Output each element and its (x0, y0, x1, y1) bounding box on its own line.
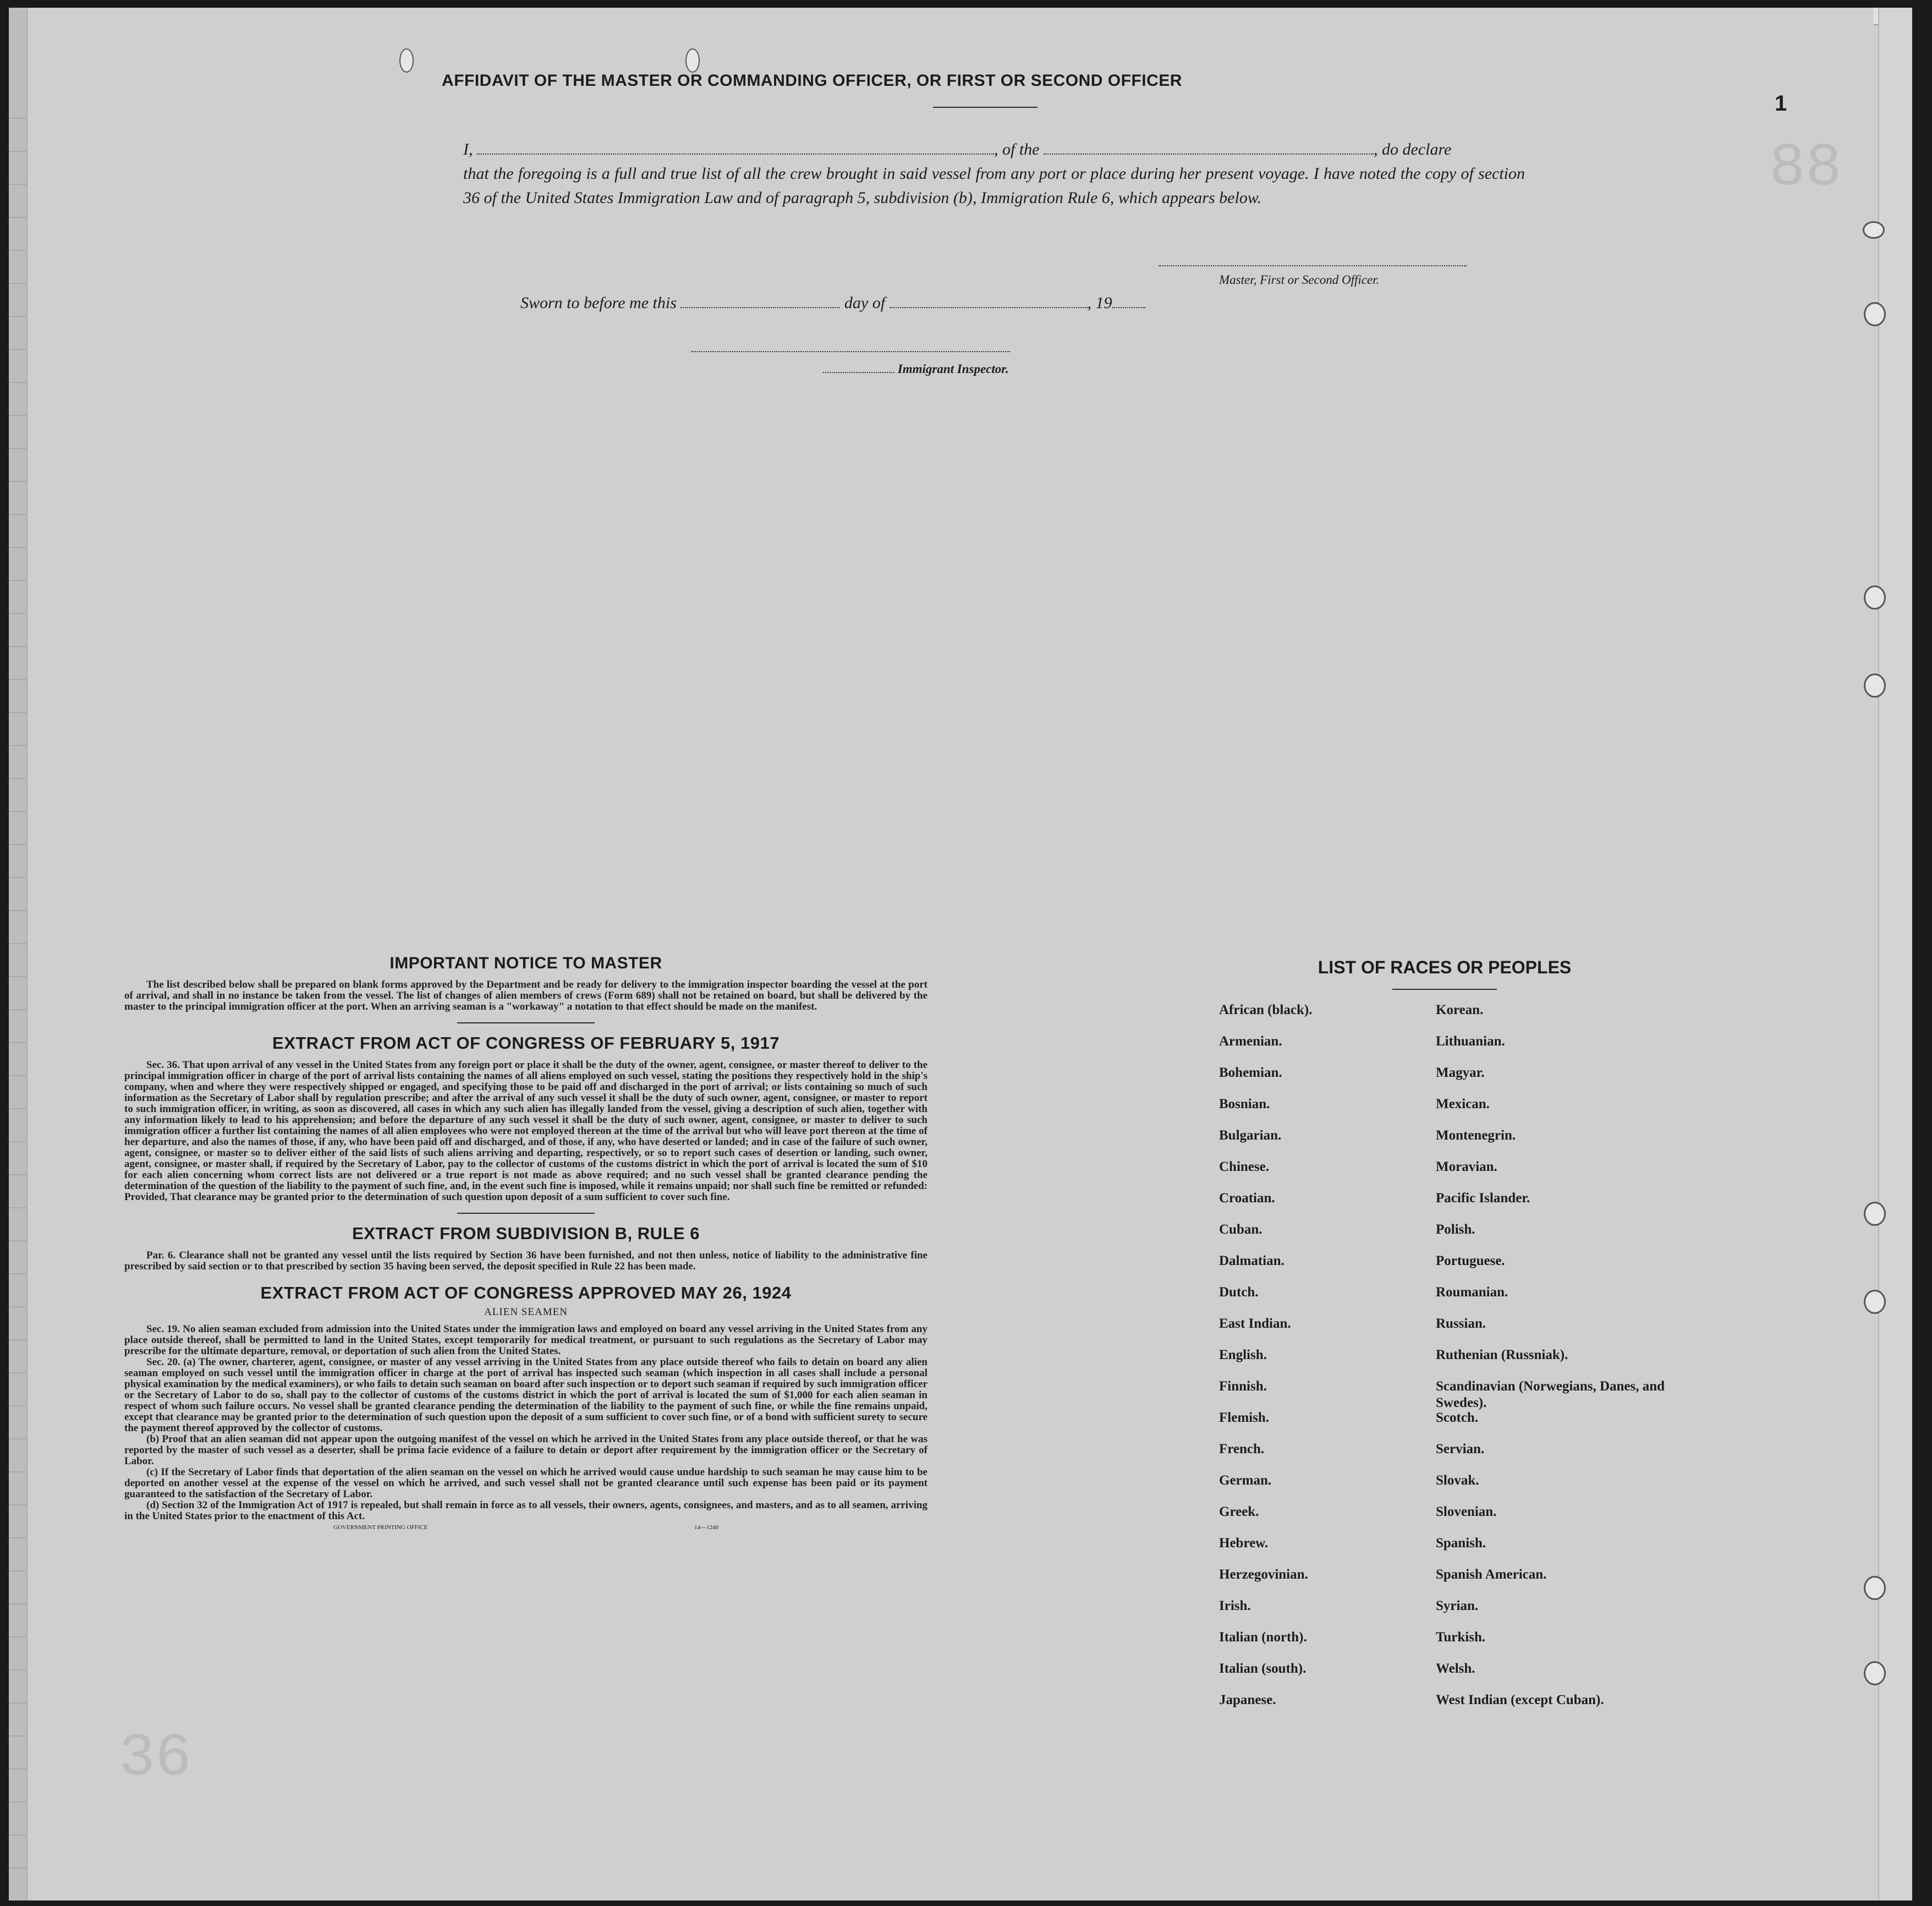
punch-hole (1863, 221, 1885, 239)
race-item: German. (1219, 1473, 1272, 1488)
race-item: Mexican. (1436, 1097, 1490, 1111)
punch-hole (1864, 302, 1886, 326)
margin-mark: 1 (1775, 91, 1787, 116)
race-item: Lithuanian. (1436, 1034, 1505, 1049)
declare-of-the: , of the (994, 140, 1040, 158)
race-item: Dalmatian. (1219, 1253, 1285, 1268)
inspector-signature-line[interactable] (691, 351, 1010, 352)
race-item: East Indian. (1219, 1316, 1291, 1331)
race-item: Slovenian. (1436, 1504, 1497, 1519)
race-item: Irish. (1219, 1598, 1251, 1613)
race-item: Montenegrin. (1436, 1128, 1516, 1143)
punch-hole (1864, 585, 1886, 610)
signature-line[interactable] (1159, 265, 1467, 266)
title-rule (933, 107, 1038, 108)
race-item: Finnish. (1219, 1379, 1267, 1394)
race-item: Turkish. (1436, 1630, 1486, 1645)
race-item: Flemish. (1219, 1410, 1269, 1425)
notice-title: IMPORTANT NOTICE TO MASTER (389, 954, 662, 972)
race-item: Croatian. (1219, 1191, 1275, 1206)
race-item: Russian. (1436, 1316, 1486, 1331)
inspector-label-text: Immigrant Inspector. (897, 362, 1009, 376)
races-title-rule (1392, 989, 1497, 990)
inspector-name-blank[interactable] (823, 372, 894, 373)
race-item: Polish. (1436, 1222, 1475, 1237)
race-item: Scotch. (1436, 1410, 1479, 1425)
punch-hole (1864, 673, 1886, 698)
punch-hole (685, 48, 700, 73)
races-title: LIST OF RACES OR PEOPLES (1318, 957, 1572, 977)
sworn-year-blank[interactable] (1112, 307, 1145, 308)
document-page (9, 8, 1912, 1900)
declaration-blanks-line (463, 138, 1525, 162)
punch-hole (1864, 1576, 1886, 1600)
sec20b-text: (b) Proof that an alien seaman did not appear upon the outgoing manifest of the vessel on which he arrived in the United States from any place outside thereof, or that he was reported by the master of such vessel as a deserter, shall be prima facie evidence of a failure to detain or deport after requirement by the immigration officer or the Secretary of Labor. (124, 1433, 927, 1467)
inspector-label (823, 362, 1109, 376)
declare-i: I, (463, 140, 473, 158)
race-item: West Indian (except Cuban). (1436, 1693, 1604, 1707)
race-item: Welsh. (1436, 1661, 1475, 1676)
punch-hole-margin (1878, 8, 1912, 1900)
sec20a-text: Sec. 20. (a) The owner, charterer, agent, consignee, or master of any vessel arriving in the United States from any place outside thereof who fails to detain on board any alien seaman employed on such vessel until the immigration officer in charge at the port of arrival has inspected such seaman (which inspection in all cases shall include a personal physical examination by the medical examiners), or who fails to detain such seaman on board after such inspection or to deport such seaman if required by such immigration officer or the Secretary of Labor to do so, shall pay to the collector of customs of the customs district in which the port of arrival is located the sum of $1,000 for each alien seaman in respect of whom such failure occurs. No vessel shall be granted clearance pending the determination of the liability to the payment of such fine, or while the fine remains unpaid, except that clearance may be granted prior to the determination of such question upon the deposit of a sum sufficient to cover such fine, or of a bond with sufficient surety to secure the payment thereof approved by the collector of customs. (124, 1356, 927, 1434)
sworn-prefix: Sworn to before me this (520, 294, 677, 312)
sworn-day-of: day of (844, 294, 886, 312)
name-blank[interactable] (477, 154, 994, 155)
race-item: Slovak. (1436, 1473, 1479, 1488)
punch-hole (1864, 1290, 1886, 1314)
race-item: Dutch. (1219, 1285, 1259, 1300)
sec20c-text: (c) If the Secretary of Labor finds that deportation of the alien seaman on the vessel on which he arrived would cause undue hardship to such seaman he may cause him to be deported on another vessel at the expense of the vessel on which he arrived, and such vessel shall not be granted clearance until such expense has been paid or its payment guaranteed to the satisfaction of the Secretary of Labor. (124, 1466, 927, 1500)
section-divider (457, 1022, 595, 1023)
sec20d-text: (d) Section 32 of the Immigration Act of 1917 is repealed, but shall remain in force as to all vessels, their owners, agents, consignees, and masters, and as to all seamen, arriving in the United States prior to the enactment of this Act. (124, 1499, 927, 1522)
extract-1917-body: Sec. 36. That upon arrival of any vessel in the United States from any foreign port or place it shall be the duty of the owner, agent, consignee, or master thereof to deliver to the principal immigration officer in charge of the port of arrival lists containing the names of all aliens employed on such vessel, stating the positions they respectively hold in the ship's company, when and where they were respectively shipped or engaged, and specifying those to be paid off and discharged in the port of arrival; or lists containing so much of such information as the Secretary of Labor shall by regulation prescribe; and after the arrival of any such vessel it shall be the duty of such owner, agent, consignee, or master to report to such immigration officer, in writing, as soon as discovered, all cases in which any such alien has illegally landed from the vessel, giving a description of such alien, together with any information likely to lead to his apprehension; and before the departure of any such vessel it shall be the duty of such owner, agent, consignee, or master to deliver to such immigration officer a further list containing the names of all alien employees who were not employed thereon at the time of the arrival but who will leave port thereon at the time of her departure, and also the names of those, if any, who have been paid off and discharged, and of those, if any, who have deserted or landed; and in case of the failure of such owner, agent, consignee, or master so to deliver either of the said lists of such aliens arriving and departing, respectively, or so to report such cases of desertion or landing, such owner, agent, consignee, or master shall, if required by the Secretary of Labor, pay to the collector of customs of the customs district in which the port of arrival is located the sum of $10 for each alien concerning whom correct lists are not delivered or a true report is not made as above required; and no such vessel shall be granted clearance pending the determination of the question of the liability to the payment of such fine, and, in the event such fine is imposed, while it remains unpaid; nor shall such fine be remitted or refunded: Provided, That clearance may be granted prior to the determination of such question upon deposit of a sum sufficient to cover such fine. (124, 1059, 927, 1203)
races-list (1219, 957, 1670, 1723)
race-item: Pacific Islander. (1436, 1191, 1530, 1206)
race-item: Chinese. (1219, 1159, 1269, 1174)
races-grid (1219, 1002, 1670, 1723)
race-item: Syrian. (1436, 1598, 1479, 1613)
alien-seamen-subtitle: ALIEN SEAMEN (484, 1306, 568, 1318)
affidavit-declaration (463, 138, 1525, 210)
punch-hole (399, 48, 414, 73)
bleed-through-text: 88 (1769, 134, 1842, 203)
punch-hole (1864, 1202, 1886, 1226)
extract-1917-title: EXTRACT FROM ACT OF CONGRESS OF FEBRUARY 5, 1917 (272, 1033, 780, 1053)
sworn-line (520, 294, 1291, 313)
notice-body: The list described below shall be prepared on blank forms approved by the Department and be ready for delivery to the immigration inspector boarding the vessel at the port of arrival, and shall in no instance be taken from the vessel. The list of changes of alien members of crews (Form 689) shall not be retained on board, but shall be delivered by the master to the principal immigration officer at the port. When an arriving seaman is a "workaway" a notation to that effect should be made on the manifest. (124, 979, 927, 1012)
extract-1924-title: EXTRACT FROM ACT OF CONGRESS APPROVED MAY 26, 1924 (260, 1283, 792, 1302)
extract-rule6-body: Par. 6. Clearance shall not be granted any vessel until the lists required by Section 36 have been furnished, and not then unless, notice of liability to the administrative fine prescribed by said section or to that prescribed by section 35 having been served, the deposit specified in Rule 22 has been made. (124, 1250, 927, 1272)
race-item: Hebrew. (1219, 1536, 1269, 1551)
declaration-body: that the foregoing is a full and true list of all the crew brought in said vessel from any port or place during her present voyage. I have noted the copy of section 36 of the United States Immigration Law and of paragraph 5, subdivision (b), Immigration Rule 6, which appears below. (463, 165, 1525, 207)
signature-label: Master, First or Second Officer. (1219, 273, 1380, 287)
race-item: Scandinavian (Norwegians, Danes, and Swedes). (1436, 1379, 1665, 1410)
race-item: Bohemian. (1219, 1065, 1282, 1080)
section-divider (457, 1213, 595, 1214)
race-item: Cuban. (1219, 1222, 1263, 1237)
race-item: Servian. (1436, 1442, 1485, 1456)
race-item: Magyar. (1436, 1065, 1485, 1080)
race-item: Japanese. (1219, 1693, 1276, 1707)
race-item: Ruthenian (Russniak). (1436, 1348, 1568, 1362)
sworn-day-blank[interactable] (680, 307, 840, 308)
race-item: Herzegovinian. (1219, 1567, 1308, 1582)
race-item: Spanish American. (1436, 1567, 1547, 1582)
race-item: Greek. (1219, 1504, 1259, 1519)
race-item: English. (1219, 1348, 1267, 1362)
race-item: Portuguese. (1436, 1253, 1505, 1268)
form-number: 14—1240 (694, 1524, 718, 1531)
race-item: French. (1219, 1442, 1265, 1456)
race-item: Italian (north). (1219, 1630, 1307, 1645)
bleed-through-text: 36 (119, 1724, 192, 1793)
race-item: Moravian. (1436, 1159, 1497, 1174)
race-item: Armenian. (1219, 1034, 1282, 1049)
printer-imprint: GOVERNMENT PRINTING OFFICE (333, 1524, 428, 1531)
race-item: Bosnian. (1219, 1097, 1270, 1111)
extract-rule6-title: EXTRACT FROM SUBDIVISION B, RULE 6 (352, 1224, 700, 1243)
legal-notices-column (124, 954, 927, 1531)
binding-strip (9, 8, 28, 1900)
race-item: African (black). (1219, 1003, 1313, 1017)
vessel-blank[interactable] (1044, 154, 1374, 155)
printer-footer (124, 1524, 927, 1531)
declare-do-declare: , do declare (1374, 140, 1452, 158)
race-item: Spanish. (1436, 1536, 1486, 1551)
sec19-text: Sec. 19. No alien seaman excluded from admission into the United States under the immigration laws and employed on board any vessel arriving in the United States from any place outside thereof, shall be permitted to land in the United States, except temporarily for medical treatment, or pursuant to such regulations as the Secretary of Labor may prescribe for the ultimate departure, removal, or deportation of such alien from the United States. (124, 1323, 927, 1357)
race-item: Bulgarian. (1219, 1128, 1282, 1143)
race-item: Korean. (1436, 1003, 1484, 1017)
race-item: Roumanian. (1436, 1285, 1508, 1300)
affidavit-title: AFFIDAVIT OF THE MASTER OR COMMANDING OFFICER, OR FIRST OR SECOND OFFICER (442, 72, 1182, 90)
race-item: Italian (south). (1219, 1661, 1307, 1676)
punch-hole (1864, 1661, 1886, 1685)
sworn-year: , 19 (1087, 294, 1112, 312)
sworn-month-blank[interactable] (890, 307, 1088, 308)
